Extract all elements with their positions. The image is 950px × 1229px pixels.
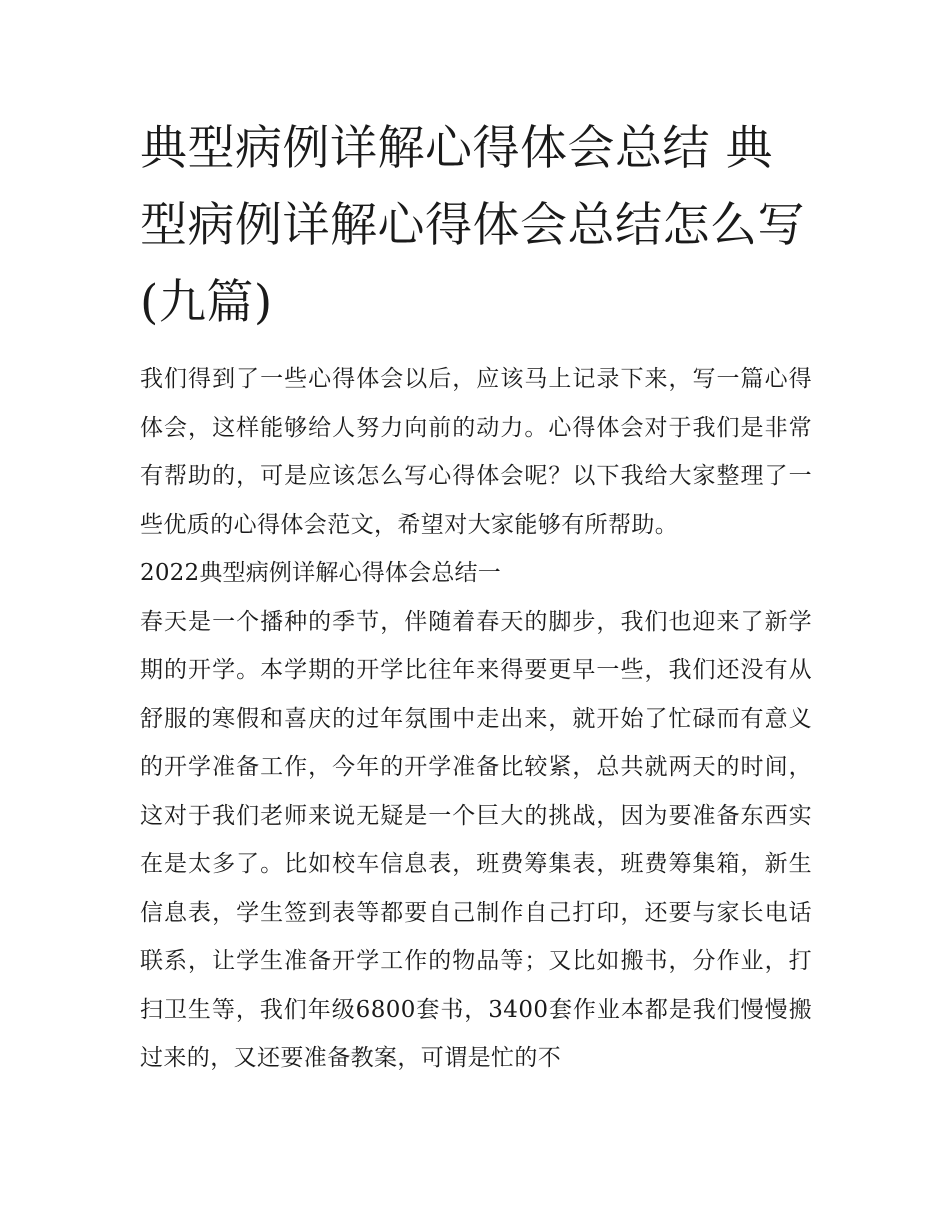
intro-paragraph: 我们得到了一些心得体会以后，应该马上记录下来，写一篇心得体会，这样能够给人努力向前的动力。心得体会对于我们是非常有帮助的，可是应该怎么写心得体会呢？以下我给大家整理了一些优质的心得体会范文，希望对大家能够有所帮助。 xyxy=(140,366,812,538)
section-heading: 2022典型病例详解心得体会总结一 xyxy=(140,560,501,586)
document-page xyxy=(140,110,812,1083)
document-title: 典型病例详解心得体会总结 典型病例详解心得体会总结怎么写(九篇) xyxy=(140,121,805,330)
body-paragraph: 春天是一个播种的季节，伴随着春天的脚步，我们也迎来了新学期的开学。本学期的开学比往年来得要更早一些，我们还没有从舒服的寒假和喜庆的过年氛围中走出来，就开始了忙碌而有意义的开学准备工作，今年的开学准备比较紧，总共就两天的时间，这对于我们老师来说无疑是一个巨大的挑战，因为要准备东西实在是太多了。比如校车信息表，班费筹集表，班费筹集箱，新生信息表，学生签到表等都要自己制作自己打印，还要与家长电话联系，让学生准备开学工作的物品等；又比如搬书，分作业，打扫卫生等，我们年级6800套书，3400套作业本都是我们慢慢搬过来的，又还要准备教案，可谓是忙的不 xyxy=(140,608,812,1071)
